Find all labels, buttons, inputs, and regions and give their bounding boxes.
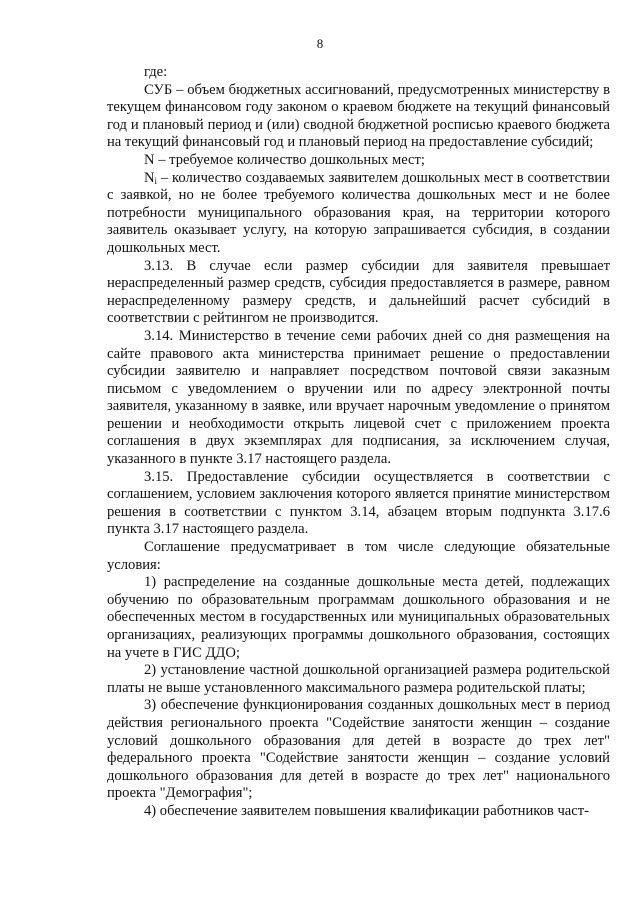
- ni-symbol: N: [144, 169, 155, 186]
- list-item-4: 4) обеспечение заявителем повышения квалификации работников част-: [144, 802, 589, 819]
- ni-subscript: i: [154, 175, 158, 186]
- paragraph-where: где:: [144, 64, 168, 80]
- paragraph-n-definition: N – требуемое количество дошкольных мест;: [144, 151, 425, 168]
- paragraph-3-13: 3.13. В случае если размер субсидии для заявителя превышает нераспределенный размер средств, субсидия предоставляется в размере, равном нераспределенному размеру средств, и дальнейший расчет субсидий в соответствии с рейтингом не производится.: [107, 257, 610, 327]
- list-item-1: 1) распределение на созданные дошкольные места детей, подлежащих обучению по образовательным программам дошкольного образования и не обеспеченных местом в государственных или муниципальных образовательных организациях, реализующих программы дошкольного образования, состоящих на учете в ГИС ДДО;: [107, 574, 610, 661]
- document-body: [107, 64, 610, 821]
- list-item-3: 3) обеспечение функционирования созданных дошкольных мест в период действия регионального проекта "Содействие занятости женщин – создание условий дошкольного образования для детей в возрасте до трех лет" федерального проекта "Содействие занятости женщин – создание условий дошкольного образования для детей в возрасте до трех лет" национального проекта "Демография";: [107, 697, 610, 802]
- page-number: 8: [316, 36, 324, 51]
- list-item-2: 2) установление частной дошкольной организацией размера родительской платы не выше установленного максимального размера родительской платы;: [107, 662, 610, 696]
- paragraph-agreement-conditions: Соглашение предусматривает в том числе следующие обязательные условия:: [107, 539, 610, 573]
- paragraph-sub-definition: СУБ – объем бюджетных ассигнований, предусмотренных министерству в текущем финансовом году законом о краевом бюджете на текущий финансовый год и плановый период и (или) сводной бюджетной росписью краевого бюджета на текущий финансовый год и плановый период на предоставление субсидий;: [107, 81, 610, 151]
- ni-definition-text: – количество создаваемых заявителем дошкольных мест в соответствии с заявкой, но не более требуемого количества дошкольных мест и не более потребности муниципального образования края, на территории которого заявитель оказывает услугу, на которую запрашивается субсидия, в создании дошкольных мест.: [107, 169, 610, 256]
- paragraph-3-14: 3.14. Министерство в течение семи рабочих дней со дня размещения на сайте правового акта министерства принимает решение о предоставлении субсидии заявителю и направляет посредством почтовой связи заказным письмом с уведомлением о вручении или по адресу электронной почты заявителя, указанному в заявке, или вручает нарочным уведомление о принятом решении и необходимости открыть лицевой счет с приложением проекта соглашения в двух экземплярах для подписания, за исключением случая, указанного в пункте 3.17 настоящего раздела.: [107, 327, 610, 468]
- paragraph-ni-definition: [107, 170, 610, 258]
- paragraph-3-15: 3.15. Предоставление субсидии осуществляется в соответствии с соглашением, условием заключения которого является принятие министерством решения в соответствии с пунктом 3.14, абзацем вторым подпункта 3.17.6 пункта 3.17 настоящего раздела.: [107, 468, 610, 538]
